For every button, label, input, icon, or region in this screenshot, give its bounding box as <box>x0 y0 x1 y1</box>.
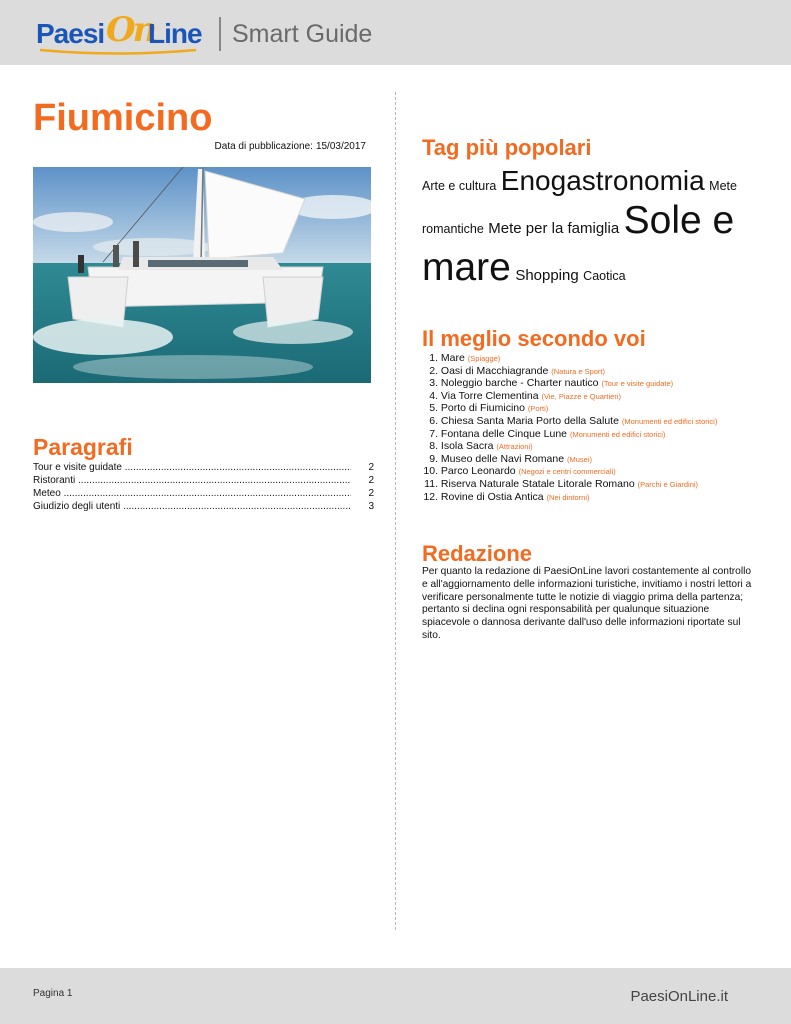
list-item[interactable] <box>422 415 772 428</box>
meglio-heading: Il meglio secondo voi <box>422 326 646 351</box>
list-item-category: (Monumenti ed edifici storici) <box>569 429 666 439</box>
list-item-name: Riserva Naturale Statale Litorale Romano <box>440 477 635 490</box>
list-item-category: (Parchi e Giardini) <box>637 479 699 489</box>
toc-item-meteo[interactable] <box>33 488 374 501</box>
list-item-name: Fontana delle Cinque Lune <box>440 427 568 440</box>
publication-date-label: Data di pubblicazione: <box>214 141 313 152</box>
list-item-number: 12. <box>423 490 438 503</box>
header-title: Smart Guide <box>232 20 373 48</box>
list-item-number: 10. <box>423 465 438 478</box>
page-number: Pagina 1 <box>33 988 73 999</box>
logo-swoosh-icon <box>38 48 198 56</box>
meglio-list <box>422 352 772 503</box>
toc-item-label: Giudizio degli utenti ..... <box>33 501 351 512</box>
toc-item-tour[interactable] <box>33 462 374 475</box>
list-item[interactable] <box>422 428 772 441</box>
table-of-contents <box>33 462 374 514</box>
paesionline-logo[interactable] <box>36 10 201 58</box>
list-item[interactable] <box>422 491 772 504</box>
toc-item-page: 3 <box>368 501 374 512</box>
tag-mete[interactable]: Mete <box>709 179 737 193</box>
list-item-name: Parco Leonardo <box>440 465 516 478</box>
list-item-number: 3. <box>429 377 438 390</box>
list-item-category: (Monumenti ed edifici storici) <box>621 416 718 426</box>
tag-enogastronomia[interactable]: Enogastronomia <box>500 165 705 196</box>
list-item[interactable] <box>422 453 772 466</box>
list-item-name: Chiesa Santa Maria Porto della Salute <box>440 414 619 427</box>
list-item-number: 8. <box>429 440 438 453</box>
tag-sole[interactable]: Sole e <box>623 199 735 242</box>
list-item[interactable] <box>422 377 772 390</box>
catamaran-photo <box>33 167 371 383</box>
list-item-category: (Tour e visite guidate) <box>601 379 674 389</box>
toc-item-label: Meteo ..... <box>33 488 351 499</box>
toc-item-giudizio[interactable] <box>33 501 374 514</box>
list-item-category: (Musei) <box>567 454 593 464</box>
logo-on: On <box>106 10 155 50</box>
footer <box>0 968 791 1024</box>
logo-line: Line <box>148 18 202 49</box>
list-item-number: 5. <box>429 402 438 415</box>
tag-arte[interactable]: Arte e cultura <box>422 179 497 193</box>
list-item-number: 6. <box>429 414 438 427</box>
list-item-number: 11. <box>424 477 438 490</box>
header <box>0 0 791 65</box>
list-item[interactable] <box>422 365 772 378</box>
list-item-category: (Nei dintorni) <box>546 492 590 502</box>
list-item-number: 9. <box>429 452 438 465</box>
tag-shopping[interactable]: Shopping <box>515 267 579 284</box>
list-item-number: 1. <box>429 352 438 364</box>
tag-famiglia[interactable]: Mete per la famiglia <box>488 220 620 237</box>
list-item-name: Rovine di Ostia Antica <box>440 490 544 503</box>
list-item-category: (Vie, Piazze e Quartieri) <box>541 391 621 401</box>
list-item-name: Isola Sacra <box>440 440 494 453</box>
publication-date-value: 15/03/2017 <box>315 141 366 152</box>
toc-item-page: 2 <box>368 488 374 499</box>
list-item-name: Mare <box>440 352 465 364</box>
list-item-number: 7. <box>429 427 438 440</box>
publication-date <box>33 141 369 152</box>
list-item-name: Oasi di Macchiagrande <box>440 364 549 377</box>
list-item-name: Noleggio barche - Charter nautico <box>440 377 599 390</box>
paragrafi-heading: Paragrafi <box>33 434 133 460</box>
page-title: Fiumicino <box>33 97 213 139</box>
list-item[interactable] <box>422 465 772 478</box>
list-item[interactable] <box>422 478 772 491</box>
list-item-name: Via Torre Clementina <box>440 389 539 402</box>
header-separator <box>219 17 221 51</box>
redazione-text: Per quanto la redazione di PaesiOnLine lavori costantemente al controllo e all'aggiornamento delle informazioni turistiche, invitiamo i nostri lettori a verificare personalmente tutte le notizie di viaggio prima della partenza; pertanto si declina ogni responsabilità per qualunque situazione spiacevole o dannosa derivante dall'uso delle informazioni riportate sul sito. <box>422 566 752 641</box>
list-item-name: Porto di Fiumicino <box>440 402 525 415</box>
toc-item-page: 2 <box>368 475 374 486</box>
toc-item-ristoranti[interactable] <box>33 475 374 488</box>
list-item[interactable] <box>422 352 772 365</box>
toc-item-label: Ristoranti ..... <box>33 475 351 486</box>
list-item-category: (Porti) <box>527 404 549 414</box>
list-item[interactable] <box>422 390 772 403</box>
list-item-number: 4. <box>429 389 438 402</box>
list-item[interactable] <box>422 440 772 453</box>
list-item-number: 2. <box>429 364 438 377</box>
column-divider <box>395 92 396 930</box>
footer-site-link[interactable]: PaesiOnLine.it <box>630 988 728 1005</box>
tag-mare[interactable]: mare <box>422 246 511 289</box>
tag-romantiche[interactable]: romantiche <box>422 222 484 236</box>
list-item-name: Museo delle Navi Romane <box>440 452 565 465</box>
list-item[interactable] <box>422 402 772 415</box>
list-item-category: (Spiagge) <box>467 354 501 363</box>
toc-item-label: Tour e visite guidate ..... <box>33 462 351 473</box>
list-item-category: (Negozi e centri commerciali) <box>518 467 616 477</box>
list-item-category: (Attrazioni) <box>496 442 533 452</box>
logo-paesi: Paesi <box>36 18 105 49</box>
redazione-heading: Redazione <box>422 541 533 566</box>
list-item-category: (Natura e Sport) <box>551 366 606 376</box>
tag-caotica[interactable]: Caotica <box>583 269 626 283</box>
tag-popular-heading: Tag più popolari <box>422 135 592 160</box>
toc-item-page: 2 <box>368 462 374 473</box>
